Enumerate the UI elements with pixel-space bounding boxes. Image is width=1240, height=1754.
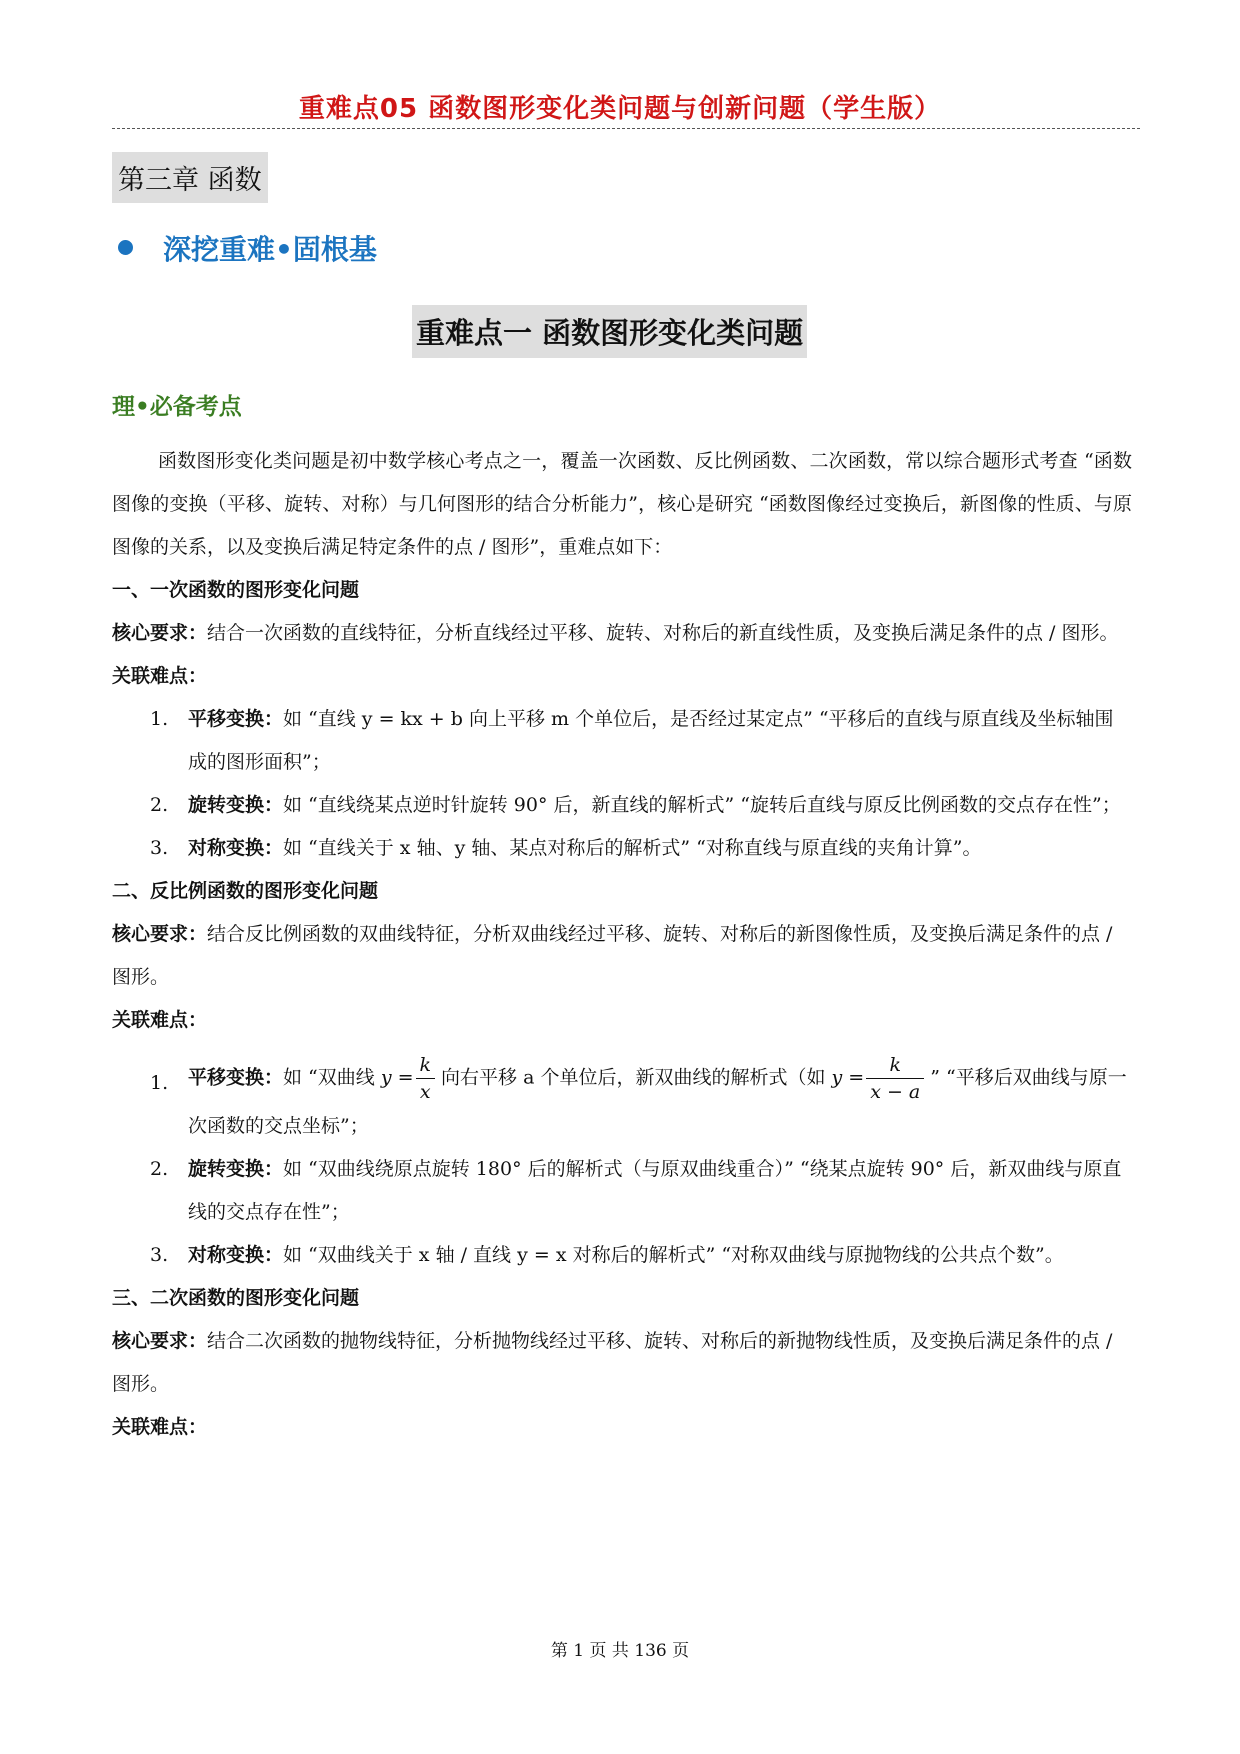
list-item (112, 1042, 1132, 1148)
title-divider (112, 128, 1140, 129)
bullet-heading-text: 深挖重难•固根基 (163, 233, 377, 266)
list-item-text: 如 “直线 y = kx + b 向上平移 m 个单位后，是否经过某定点” “平移后的直线与原直线及坐标轴围成的图形面积”； (188, 708, 1114, 773)
part2-core-text: 结合反比例函数的双曲线特征，分析双曲线经过平移、旋转、对称后的新图像性质，及变换后满足条件的点 / 图形。 (112, 923, 1113, 988)
part2-core-label: 核心要求： (112, 923, 208, 945)
part2-core (112, 913, 1132, 999)
part3-heading: 三、二次函数的图形变化问题 (112, 1287, 360, 1309)
part3-related-label: 关联难点： (112, 1416, 208, 1438)
list-number: 1. (150, 1072, 169, 1094)
fraction-denominator: x − a (866, 1078, 924, 1105)
part1-related-label: 关联难点： (112, 665, 208, 687)
formula-y: y = (380, 1066, 414, 1089)
list-item (112, 784, 1132, 827)
bullet-dot-icon (118, 240, 133, 255)
part2-list (112, 1042, 1132, 1277)
fraction-numerator: k (419, 1054, 432, 1076)
list-number: 1. (150, 708, 169, 730)
fraction-k-over-x (416, 1052, 436, 1105)
list-item-text: 如 “双曲线 (283, 1066, 381, 1089)
part1-core (112, 612, 1132, 655)
part3-core (112, 1320, 1132, 1406)
list-number: 2. (150, 1158, 169, 1180)
list-item (112, 1148, 1132, 1234)
list-item-label: 旋转变换： (188, 794, 284, 816)
list-item-label: 对称变换： (188, 1244, 284, 1266)
document-title: 重难点05 函数图形变化类问题与创新问题（学生版） (298, 94, 942, 124)
part2-heading: 二、反比例函数的图形变化问题 (112, 880, 379, 902)
list-item (112, 827, 1132, 870)
list-item-text: 向右平移 a 个单位后，新双曲线的解析式（如 (441, 1066, 832, 1089)
part1-core-label: 核心要求： (112, 622, 208, 644)
subsection-heading: 理•必备考点 (112, 394, 242, 420)
list-number: 2. (150, 794, 169, 816)
part3-core-label: 核心要求： (112, 1330, 208, 1352)
list-item-text: 如 “双曲线绕原点旋转 180° 后的解析式（与原双曲线重合）” “绕某点旋转 90° 后，新双曲线与原直线的交点存在性”； (188, 1158, 1122, 1223)
formula-y: y = (831, 1066, 865, 1089)
list-item-text: ” “平移后双曲线与原一次函数的交点坐标”； (188, 1066, 1127, 1137)
part1-core-text: 结合一次函数的直线特征，分析直线经过平移、旋转、对称后的新直线性质，及变换后满足条件的点 / 图形。 (207, 622, 1119, 644)
part1-heading: 一、一次函数的图形变化问题 (112, 579, 360, 601)
page-footer: 第 1 页 共 136 页 (550, 1641, 690, 1661)
list-item-label: 对称变换： (188, 837, 284, 859)
list-item-label: 旋转变换： (188, 1158, 284, 1180)
list-item (112, 698, 1132, 784)
list-item-text: 如 “双曲线关于 x 轴 / 直线 y = x 对称后的解析式” “对称双曲线与原抛物线的公共点个数”。 (283, 1244, 1064, 1266)
list-number: 3. (150, 1244, 169, 1266)
chapter-heading: 第三章 函数 (112, 152, 268, 203)
part3-core-text: 结合二次函数的抛物线特征，分析抛物线经过平移、旋转、对称后的新抛物线性质，及变换后满足条件的点 / 图形。 (112, 1330, 1113, 1395)
list-number: 3. (150, 837, 169, 859)
intro-paragraph: 函数图形变化类问题是初中数学核心考点之一，覆盖一次函数、反比例函数、二次函数，常以综合题形式考查 “函数图像的变换（平移、旋转、对称）与几何图形的结合分析能力”，核心是研究 “函数图像经过变换后，新图像的性质、与原图像的关系，以及变换后满足特定条件的点 / 图形”，重难点如下： (112, 450, 1132, 558)
document-body (112, 440, 1132, 1449)
section-title: 重难点一 函数图形变化类问题 (412, 305, 807, 358)
list-item-label: 平移变换： (188, 708, 284, 730)
fraction-denominator: x (416, 1078, 436, 1105)
list-item-label: 平移变换： (188, 1066, 284, 1089)
bullet-heading (118, 228, 377, 268)
part1-list (112, 698, 1132, 870)
list-item-text: 如 “直线绕某点逆时针旋转 90° 后，新直线的解析式” “旋转后直线与原反比例函数的交点存在性”； (283, 794, 1121, 816)
list-item-text: 如 “直线关于 x 轴、y 轴、某点对称后的解析式” “对称直线与原直线的夹角计算”。 (283, 837, 982, 859)
fraction-numerator: k (889, 1054, 901, 1076)
list-item (112, 1234, 1132, 1277)
part2-related-label: 关联难点： (112, 1009, 208, 1031)
fraction-k-over-x-minus-a (866, 1052, 924, 1105)
